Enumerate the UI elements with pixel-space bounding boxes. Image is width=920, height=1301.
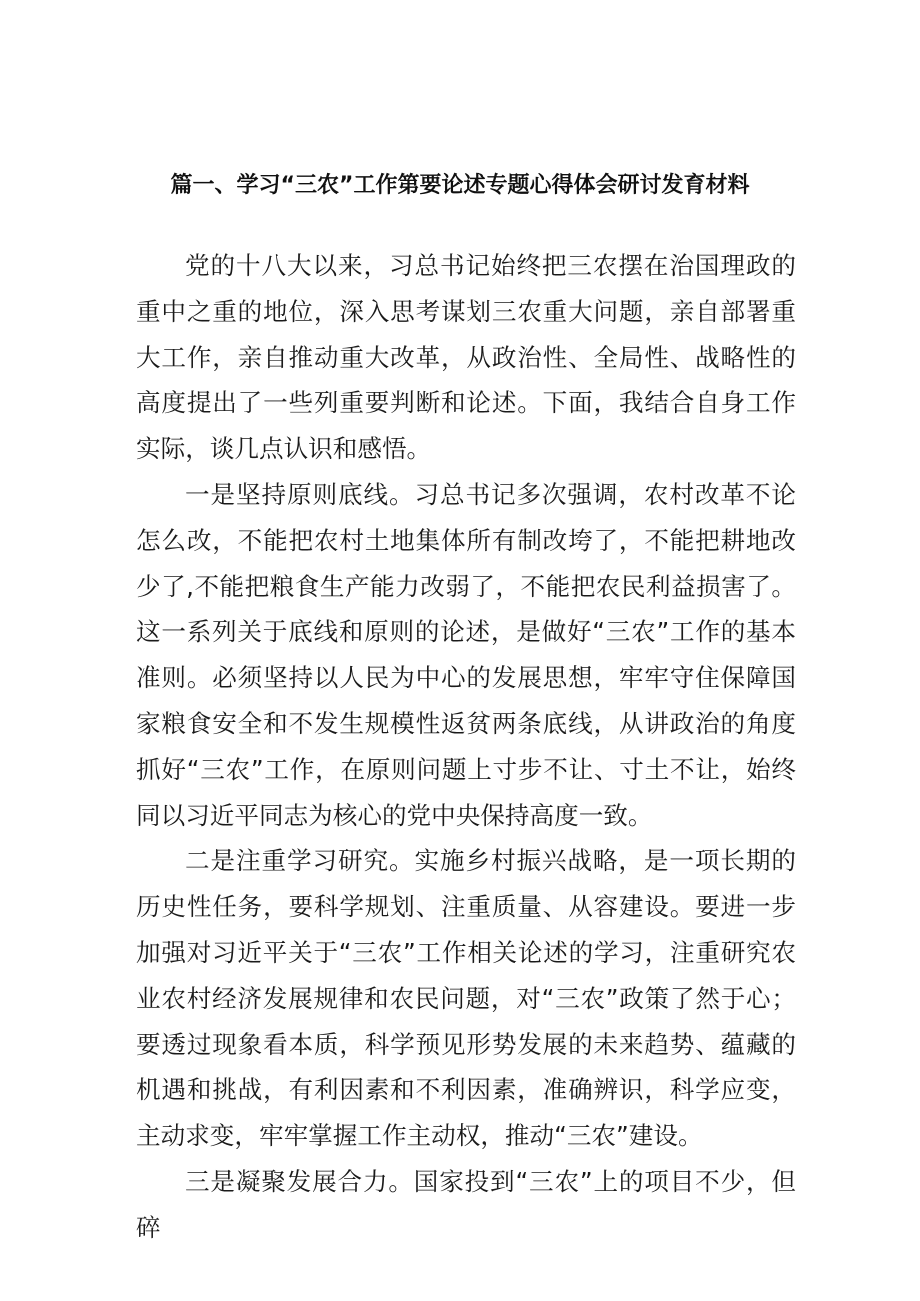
paragraph-point-one: 一是坚持原则底线。习总书记多次强调，农村改革不论怎么改，不能把农村土地集体所有制改垮了，不能把耕地改少了,不能把粮食生产能力改弱了，不能把农民利益损害了。这一系列关于底线和原则的论述，是做好“三农”工作的基本准则。必须坚持以人民为中心的发展思想，牢牢守住保障国家粮食安全和不发生规模性返贫两条底线，从讲政治的角度抓好“三农”工作，在原则问题上寸步不让、寸土不让，始终同以习近平同志为核心的党中央保持高度一致。 [136,479,796,830]
paragraph-point-two: 二是注重学习研究。实施乡村振兴战略，是一项长期的历史性任务，要科学规划、注重质量、从容建设。要进一步加强对习近平关于“三农”工作相关论述的学习，注重研究农业农村经济发展规律和农民问题，对“三农”政策了然于心；要透过现象看本质，科学预见形势发展的未来趋势、蕴藏的机遇和挑战，有利因素和不利因素，准确辨识，科学应变，主动求变，牢牢掌握工作主动权，推动“三农”建设。 [136,846,796,1151]
paragraph-intro: 党的十八大以来，习总书记始终把三农摆在治国理政的重中之重的地位，深入思考谋划三农重大问题，亲自部署重大工作，亲自推动重大改革，从政治性、全局性、战略性的高度提出了一些列重要判断和论述。下面，我结合自身工作实际，谈几点认识和感悟。 [136,251,796,464]
document-title: 篇一、学习“三农”工作第要论述专题心得体会研讨发育材料 [170,173,750,198]
paragraph-point-three: 三是凝聚发展合力。国家投到“三农”上的项目不少，但碎 [136,1166,796,1242]
document-body [136,243,796,1251]
